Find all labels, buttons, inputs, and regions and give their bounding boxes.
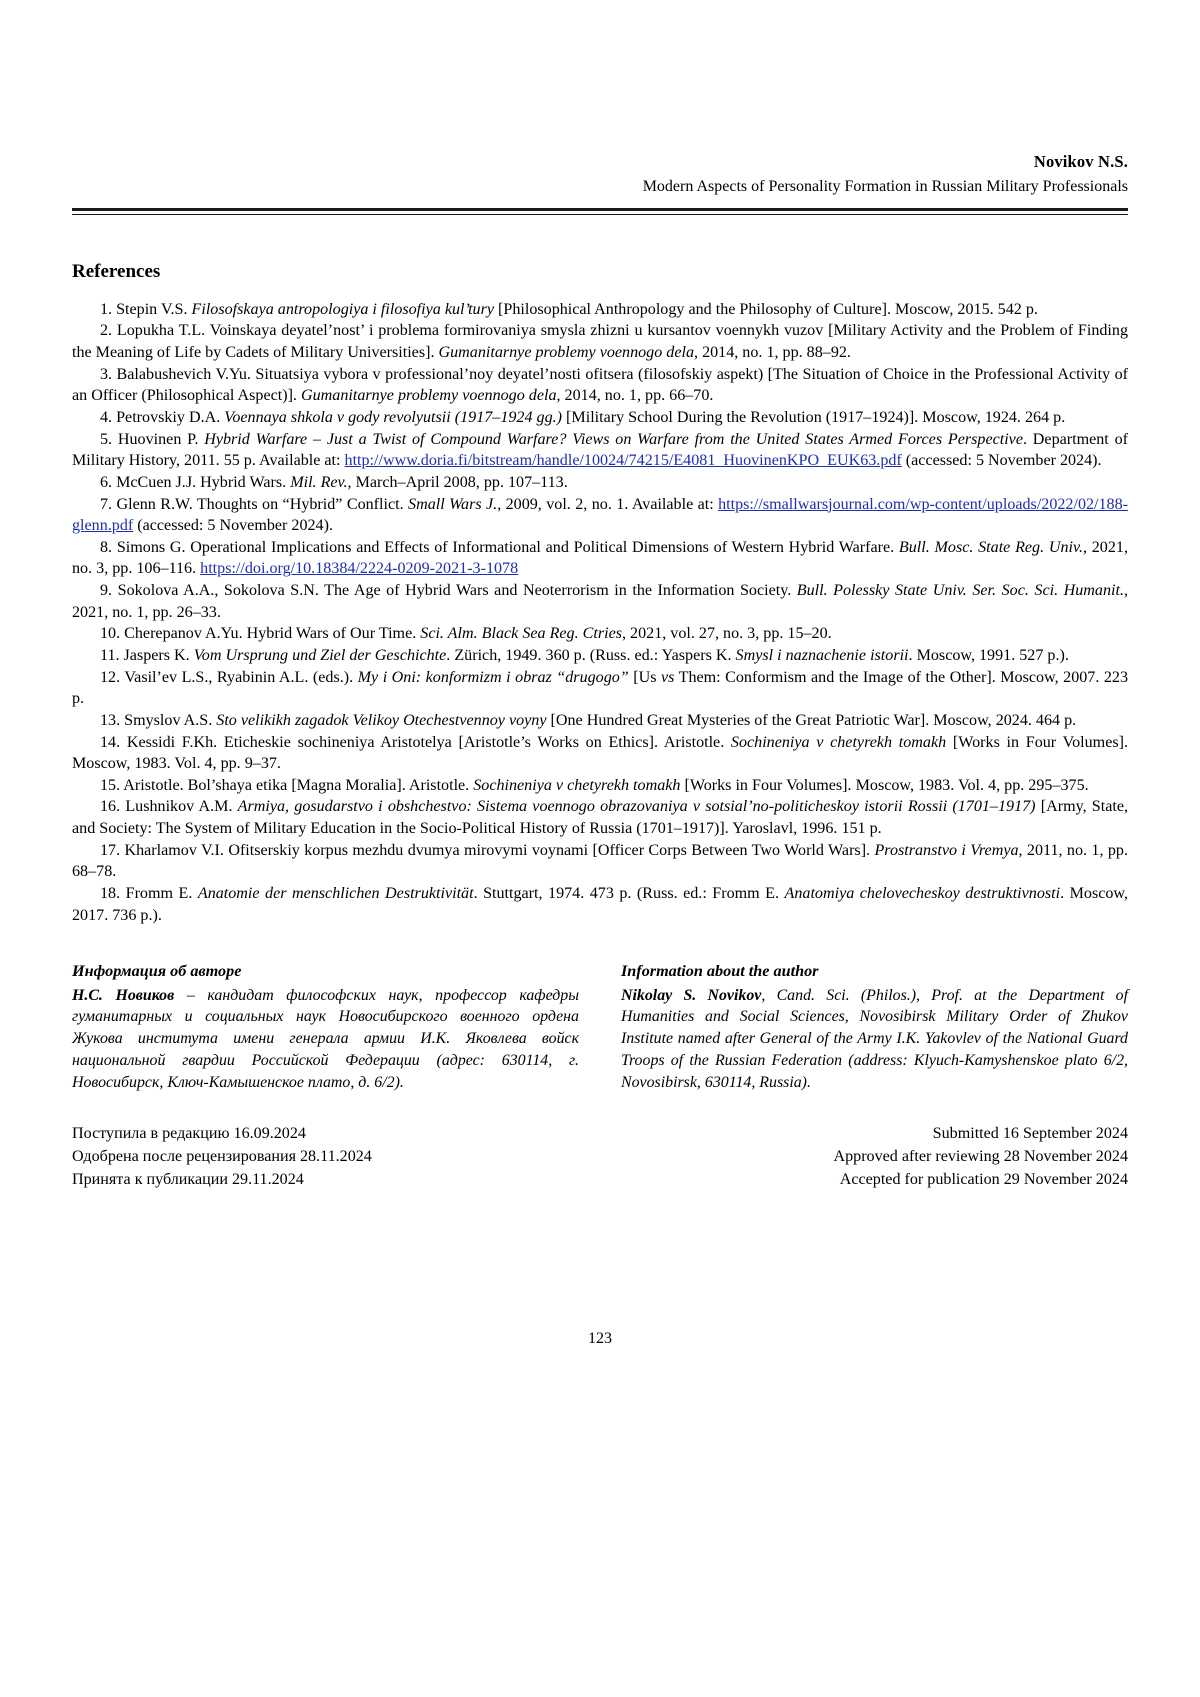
reference-text: Kessidi F.Kh. Eticheskie sochineniya Aristotelya [Aristotle’s Works on Ethics]. Aristotle. <box>126 733 731 751</box>
reference-number: 12. <box>100 668 125 686</box>
references-list <box>72 299 1128 927</box>
reference-italic: Hybrid Warfare – Just a Twist of Compound Warfare? Views on Warfare from the United States Armed Forces Perspective <box>204 430 1023 448</box>
reference-text: , 2011, no. 1, pp. 68–78. <box>72 841 1128 881</box>
reference-number: 16. <box>100 798 126 816</box>
reference-text: Lopukha T.L. Voinskaya deyatel’nost’ i problema formirovaniya smysla zhizni u kursantov voennykh vuzov [Military Activity and the Problem of Finding the Meaning of Life by Cadets of Military Universities]. <box>72 322 1128 362</box>
reference-item <box>72 364 1128 407</box>
reference-text: . Moscow, 1991. 527 p.). <box>908 647 1069 664</box>
author-desc-en: , Cand. Sci. (Philos.), Prof. at the Department of Humanities and Social Sciences, Novosibirsk Military Order of Zhukov Institute named after General of the Army I.K. Yakovlev of the National Guard Troops of the Russian Federation (address: Klyuch-Kamyshenskoe plato 6/2, Novosibirsk, 630114, Russia). <box>621 986 1128 1091</box>
reference-italic: Vom Ursprung und Ziel der Geschichte <box>193 647 447 664</box>
reference-text: [One Hundred Great Mysteries of the Great Patriotic War]. Moscow, 2024. 464 p. <box>546 711 1077 729</box>
reference-item <box>72 407 1128 429</box>
reference-text: Balabushevich V.Yu. Situatsiya vybora v professional’noy deyatel’nosti ofitsera (filosofskiy aspekt) [The Situation of Choice in the Professional Activity of an Officer (Philosophical Aspect)]. <box>72 365 1128 405</box>
reference-italic: Gumanitarnye problemy voennogo dela <box>438 344 695 362</box>
reference-item <box>72 494 1128 537</box>
reference-text: , 2021, no. 3, pp. 106–116. <box>72 538 1128 578</box>
reference-text: Aristotle. Bol’shaya etika [Magna Moralia]. Aristotle. <box>123 776 474 794</box>
reference-text: Fromm E. <box>125 885 198 903</box>
reference-number: 10. <box>100 625 125 643</box>
reference-link[interactable]: https://smallwarsjournal.com/wp-content/uploads/2022/02/188-glenn.pdf <box>72 495 1129 535</box>
reference-italic: Voennaya shkola v gody revolyutsii (1917–1924 gg.) <box>224 408 563 426</box>
reference-link[interactable]: http://www.doria.fi/bitstream/handle/10024/74215/E4081_HuovinenKPO_EUK63.pdf <box>344 452 902 470</box>
reference-number: 11. <box>100 647 124 664</box>
reference-text: , March–April 2008, pp. 107–113. <box>347 473 568 491</box>
reference-text: [Works in Four Volumes]. Moscow, 1983. Vol. 4, pp. 295–375. <box>680 776 1089 794</box>
header-divider <box>72 208 1128 215</box>
running-head-author: Novikov N.S. <box>1033 152 1128 171</box>
reference-italic: Bull. Polessky State Univ. Ser. Soc. Sci. Humanit. <box>796 582 1124 600</box>
reference-item <box>72 840 1128 883</box>
reference-text: Simons G. Operational Implications and Effects of Informational and Political Dimensions of Western Hybrid Warfare. <box>116 538 899 556</box>
reference-italic: Bull. Mosc. State Reg. Univ. <box>898 538 1083 556</box>
reference-number: 4. <box>100 408 117 426</box>
reference-item <box>72 429 1128 472</box>
reference-text: Huovinen P. <box>117 430 205 448</box>
reference-text: Glenn R.W. Thoughts on “Hybrid” Conflict. <box>116 495 409 513</box>
reference-number: 17. <box>100 841 125 859</box>
reference-italic: Small Wars J. <box>408 495 498 513</box>
reference-item <box>72 580 1128 623</box>
reference-text: [Works in Four Volumes]. Moscow, 1983. Vol. 4, pp. 9–37. <box>72 733 1128 773</box>
reference-item <box>72 775 1128 797</box>
dates-en <box>600 1123 1128 1192</box>
reference-text: Them: Conformism and the Image of the Other]. Moscow, 2007. 223 p. <box>72 668 1128 708</box>
reference-italic: Prostranstvo i Vremya <box>874 841 1019 859</box>
reference-text: [Military School During the Revolution (1917–1924)]. Moscow, 1924. 264 p. <box>562 408 1066 426</box>
author-info-ru <box>72 960 579 1093</box>
page-number: 123 <box>588 1330 612 1347</box>
reference-item <box>72 537 1128 580</box>
date-approved-ru: Одобрена после рецензирования 28.11.2024 <box>72 1148 372 1166</box>
reference-number: 15. <box>100 776 124 794</box>
reference-item <box>72 623 1128 645</box>
reference-text: , 2014, no. 1, pp. 66–70. <box>556 387 714 405</box>
reference-text: Vasil’ev L.S., Ryabinin A.L. (eds.). <box>124 668 358 686</box>
date-submitted-ru: Поступила в редакцию 16.09.2024 <box>72 1125 306 1143</box>
reference-item <box>72 796 1128 839</box>
reference-italic: vs <box>661 668 675 686</box>
reference-text: , 2021, vol. 27, no. 3, pp. 15–20. <box>622 625 832 643</box>
reference-text: [Us <box>628 668 662 686</box>
reference-item <box>72 320 1128 363</box>
reference-link[interactable]: https://doi.org/10.18384/2224-0209-2021-3-1078 <box>200 560 519 578</box>
reference-text: , 2009, vol. 2, no. 1. Available at: <box>497 495 719 513</box>
reference-italic: Sto velikikh zagadok Velikoy Otechestvennoy voyny <box>216 711 547 729</box>
author-information <box>72 960 1128 1093</box>
reference-text: Sokolova A.A., Sokolova S.N. The Age of Hybrid Wars and Neoterrorism in the Information Society. <box>117 582 797 600</box>
reference-text: [Philosophical Anthropology and the Philosophy of Culture]. Moscow, 2015. 542 p. <box>494 300 1038 318</box>
reference-item <box>72 710 1128 732</box>
reference-italic: Sochineniya v chetyrekh tomakh <box>730 733 947 751</box>
references-heading: References <box>72 260 161 282</box>
reference-italic: Mil. Rev. <box>290 473 348 491</box>
reference-italic: Anatomiya chelovecheskoy destruktivnosti <box>784 885 1061 903</box>
date-accepted-ru: Принята к публикации 29.11.2024 <box>72 1171 304 1189</box>
reference-number: 7. <box>100 495 117 513</box>
reference-text: Jaspers K. <box>123 647 194 664</box>
reference-italic: Anatomie der menschlichen Destruktivität <box>197 885 474 903</box>
author-info-ru-heading: Информация об авторе <box>72 962 242 981</box>
author-name-en: Nikolay S. Novikov <box>621 986 762 1004</box>
reference-italic: Armiya, gosudarstvo i obshchestvo: Sistema voennogo obrazovaniya v sotsial’no-politicheskoy istorii Rossii (1701–1917) <box>237 798 1036 816</box>
reference-text: [Army, State, and Society: The System of Military Education in the Socio-Political History of Russia (1701–1917)]. Yaroslavl, 1996. 151 p. <box>72 798 1129 838</box>
reference-text: Smyslov A.S. <box>124 711 217 729</box>
reference-italic: Sci. Alm. Black Sea Reg. Ctries <box>420 625 622 643</box>
author-info-en-body <box>621 985 1128 1094</box>
reference-text: McCuen J.J. Hybrid Wars. <box>116 473 291 491</box>
author-info-ru-body <box>72 985 579 1094</box>
reference-text: . Moscow, 2017. 736 p.). <box>72 885 1129 924</box>
author-desc-ru: – кандидат философских наук, профессор кафедры гуманитарных и социальных наук Новосибирского военного ордена Жукова института имени генерала армии И.К. Яковлева войск национальной гвардии Российской Федерации (адрес: 630114, г. Новосибирск, Ключ-Камышенское плато, д. 6/2). <box>72 986 579 1091</box>
reference-text: Lushnikov A.M. <box>125 798 238 816</box>
reference-number: 18. <box>100 885 126 903</box>
reference-text: Petrovskiy D.A. <box>116 408 225 426</box>
reference-text: . Stuttgart, 1974. 473 p. (Russ. ed.: Fromm E. <box>473 885 785 903</box>
reference-italic: Sochineniya v chetyrekh tomakh <box>473 776 681 794</box>
reference-item <box>72 667 1128 710</box>
reference-number: 6. <box>100 473 117 491</box>
reference-text: . Zürich, 1949. 360 p. (Russ. ed.: Yaspers K. <box>446 647 736 664</box>
author-name-ru: Н.С. Новиков <box>72 986 175 1004</box>
running-head <box>72 150 1128 199</box>
reference-number: 9. <box>100 582 118 600</box>
reference-item <box>72 472 1128 494</box>
reference-item <box>72 883 1128 926</box>
reference-italic: Gumanitarnye problemy voennogo dela <box>300 387 557 405</box>
reference-text: . Department of Military History, 2011. 55 p. Available at: <box>72 430 1129 470</box>
submission-dates <box>72 1123 1128 1192</box>
date-approved-en: Approved after reviewing 28 November 2024 <box>833 1148 1128 1166</box>
reference-text: Cherepanov A.Yu. Hybrid Wars of Our Time. <box>124 625 421 643</box>
reference-number: 13. <box>100 711 125 729</box>
running-head-title: Modern Aspects of Personality Formation in Russian Military Professionals <box>642 177 1128 195</box>
reference-text: (accessed: 5 November 2024). <box>901 452 1102 470</box>
reference-text: , 2021, no. 1, pp. 26–33. <box>72 582 1129 621</box>
date-accepted-en: Accepted for publication 29 November 2024 <box>839 1171 1128 1189</box>
reference-number: 3. <box>100 365 117 383</box>
reference-number: 1. <box>100 300 117 318</box>
dates-ru <box>72 1123 600 1192</box>
reference-text: (accessed: 5 November 2024). <box>133 517 333 535</box>
reference-number: 14. <box>100 733 127 751</box>
reference-text: Stepin V.S. <box>116 300 192 318</box>
reference-text: Kharlamov V.I. Ofitserskiy korpus mezhdu dvumya mirovymi voynami [Officer Corps Between Two World Wars]. <box>124 841 875 859</box>
reference-text: , 2014, no. 1, pp. 88–92. <box>694 344 851 362</box>
reference-item <box>72 645 1128 667</box>
reference-number: 5. <box>100 430 118 448</box>
reference-item <box>72 299 1128 321</box>
reference-italic: Smysl i naznachenie istorii <box>735 647 909 664</box>
author-info-en-heading: Information about the author <box>621 962 819 981</box>
reference-italic: My i Oni: konformizm i obraz “drugogo” <box>357 668 629 686</box>
reference-italic: Filosofskaya antropologiya i filosofiya kul’tury <box>191 300 495 318</box>
reference-item <box>72 732 1128 775</box>
date-submitted-en: Submitted 16 September 2024 <box>932 1125 1128 1143</box>
reference-number: 2. <box>100 322 117 340</box>
author-info-en <box>621 960 1128 1093</box>
reference-number: 8. <box>100 538 117 556</box>
